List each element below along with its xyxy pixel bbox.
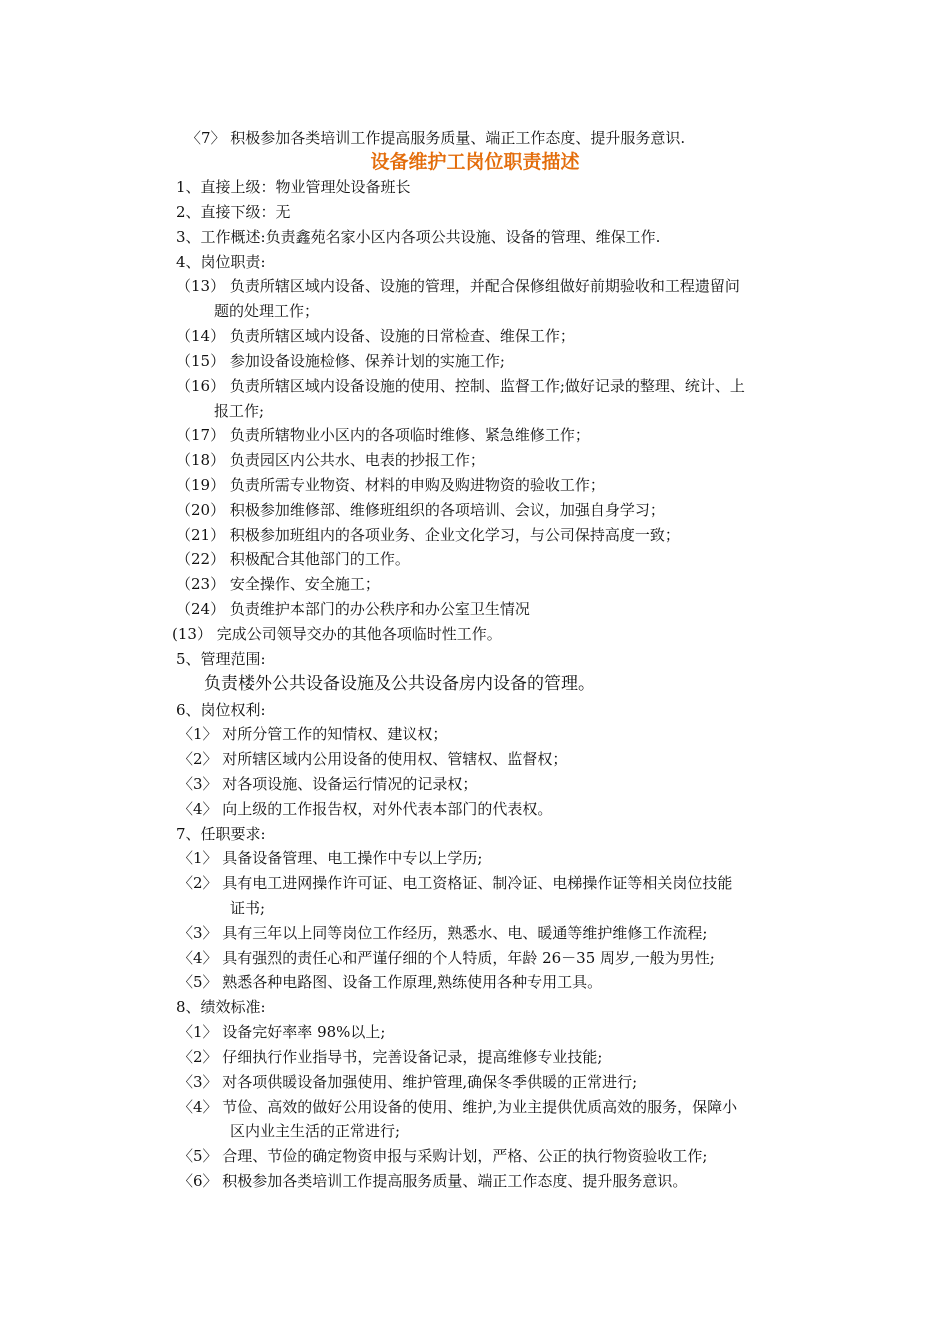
performance-line: 〈1〉 设备完好率率 98%以上;: [178, 1023, 386, 1041]
duty-line: （23） 安全操作、安全施工；: [176, 575, 380, 593]
section-direct-superior: 1、直接上级：物业管理处设备班长: [176, 178, 411, 196]
right-line: 〈1〉 对所分管工作的知情权、建议权；: [178, 725, 448, 743]
performance-line: 〈6〉 积极参加各类培训工作提高服务质量、端正工作态度、提升服务意识。: [178, 1172, 688, 1190]
duty-line: （18） 负责园区内公共水、电表的抄报工作；: [176, 451, 485, 469]
section-overview: 3、工作概述:负责鑫苑名家小区内各项公共设施、设备的管理、维保工作.: [176, 228, 661, 246]
duty-line: （16） 负责所辖区域内设备设施的使用、控制、监督工作;做好记录的整理、统计、上: [176, 377, 745, 395]
performance-line: 〈4〉 节俭、高效的做好公用设备的使用、维护,为业主提供优质高效的服务，保障小: [178, 1098, 738, 1116]
requirement-line: 〈1〉 具备设备管理、电工操作中专以上学历;: [178, 849, 483, 867]
right-line: 〈3〉 对各项设施、设备运行情况的记录权；: [178, 775, 478, 793]
requirement-line: 〈2〉 具有电工进网操作许可证、电工资格证、制冷证、电梯操作证等相关岗位技能: [178, 874, 733, 892]
performance-line: 区内业主生活的正常进行;: [230, 1122, 401, 1140]
right-line: 〈4〉 向上级的工作报告权，对外代表本部门的代表权。: [178, 800, 553, 818]
requirement-line: 〈5〉 熟悉各种电路图、设备工作原理,熟练使用各种专用工具。: [178, 973, 603, 991]
intro-line: 〈7〉 积极参加各类培训工作提高服务质量、端正工作态度、提升服务意识.: [186, 129, 686, 147]
document-title: 设备维护工岗位职责描述: [370, 151, 580, 173]
section-requirements-heading: 7、任职要求:: [176, 825, 266, 843]
requirement-line: 证书;: [230, 899, 266, 917]
requirement-line: 〈3〉 具有三年以上同等岗位工作经历，熟悉水、电、暖通等维护维修工作流程;: [178, 924, 708, 942]
requirement-line: 〈4〉 具有强烈的责任心和严谨仔细的个人特质，年龄 26－35 周岁,一般为男性;: [178, 949, 715, 967]
duty-line: （21） 积极参加班组内的各项业务、企业文化学习，与公司保持高度一致；: [176, 526, 680, 544]
duty-line: （19） 负责所需专业物资、材料的申购及购进物资的验收工作；: [176, 476, 605, 494]
performance-line: 〈3〉 对各项供暖设备加强使用、维护管理,确保冬季供暖的正常进行;: [178, 1073, 638, 1091]
section-direct-subordinate: 2、直接下级：无: [176, 203, 291, 221]
duty-line: （14） 负责所辖区域内设备、设施的日常检查、维保工作；: [176, 327, 575, 345]
duty-line: 报工作;: [214, 402, 265, 420]
duty-line: （17） 负责所辖物业小区内的各项临时维修、紧急维修工作；: [176, 426, 590, 444]
section-duties-heading: 4、岗位职责:: [176, 253, 266, 271]
section-performance-heading: 8、绩效标准:: [176, 998, 266, 1016]
duty-line: （13） 负责所辖区域内设备、设施的管理，并配合保修组做好前期验收和工程遗留问: [176, 277, 740, 295]
section-rights-heading: 6、岗位权利:: [176, 701, 266, 719]
section-scope-heading: 5、管理范围:: [176, 650, 266, 668]
right-line: 〈2〉 对所辖区域内公用设备的使用权、管辖权、监督权；: [178, 750, 568, 768]
duty-line: （15） 参加设备设施检修、保养计划的实施工作;: [176, 352, 505, 370]
duty-line: （24） 负责维护本部门的办公秩序和办公室卫生情况: [176, 600, 530, 618]
duty-line: （22） 积极配合其他部门的工作。: [176, 550, 410, 568]
duty-line: (13） 完成公司领导交办的其他各项临时性工作。: [172, 625, 502, 643]
performance-line: 〈5〉 合理、节俭的确定物资申报与采购计划，严格、公正的执行物资验收工作;: [178, 1147, 708, 1165]
duty-line: （20） 积极参加维修部、维修班组织的各项培训、会议，加强自身学习；: [176, 501, 665, 519]
duty-line: 题的处理工作；: [214, 302, 320, 320]
section-scope-text: 负责楼外公共设备设施及公共设备房内设备的管理。: [204, 674, 595, 694]
performance-line: 〈2〉 仔细执行作业指导书，完善设备记录，提高维修专业技能;: [178, 1048, 603, 1066]
